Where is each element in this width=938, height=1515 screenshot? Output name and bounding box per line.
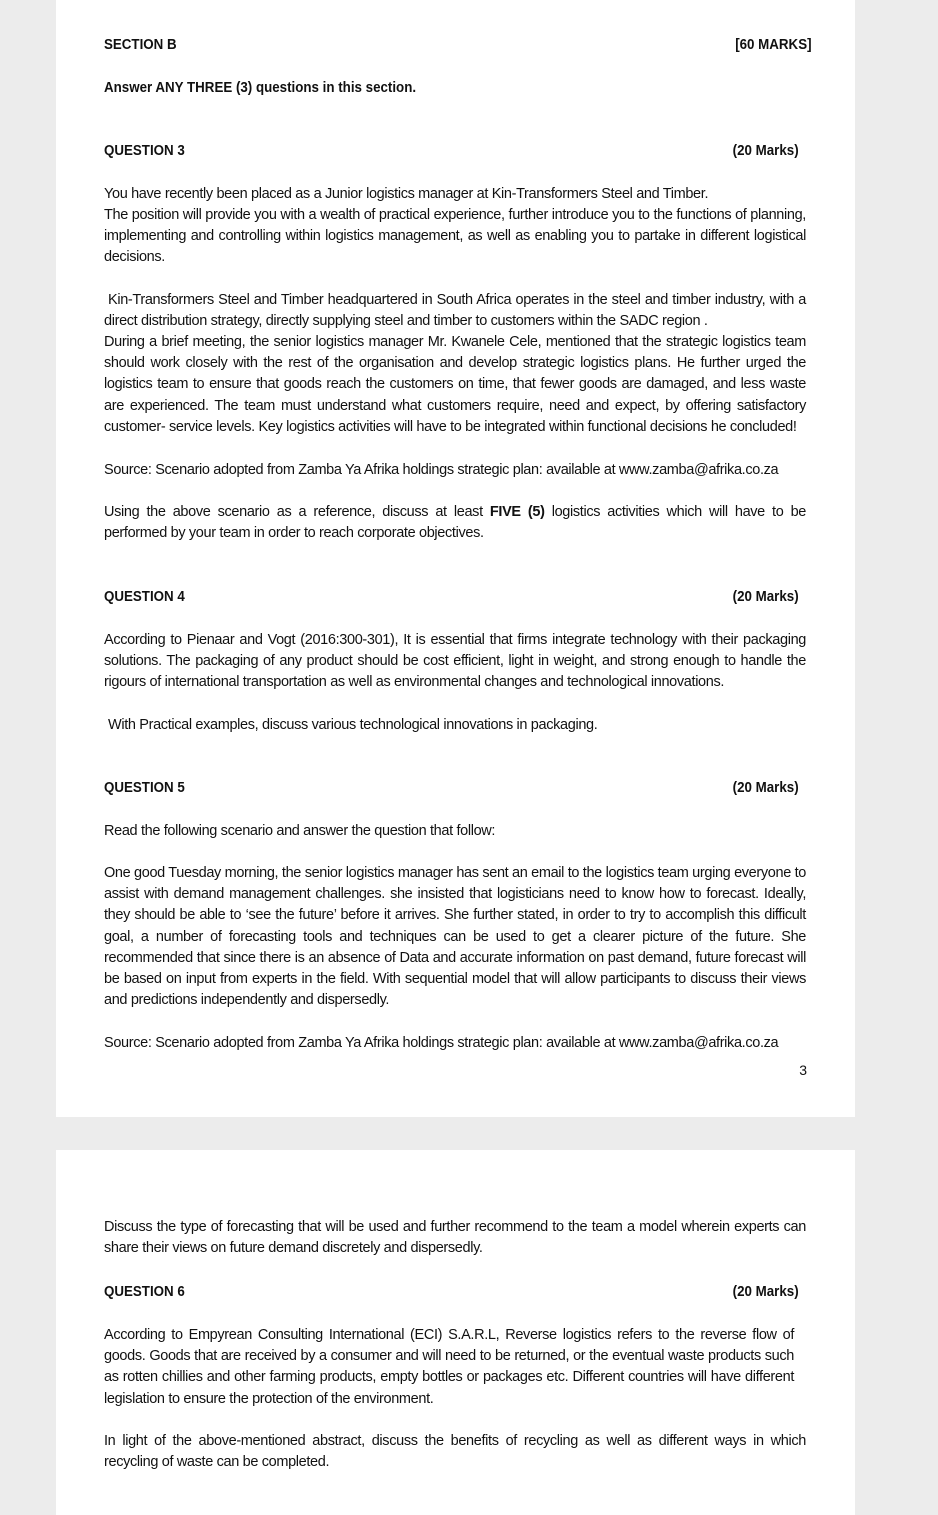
- question-5-intro: Read the following scenario and answer the question that follow:: [104, 823, 496, 839]
- section-header: [104, 35, 812, 55]
- question-5-task: Discuss the type of forecasting that will be used and further recommend to the team a model wherein experts can share their views on future demand discretely and dispersedly.: [104, 1219, 806, 1257]
- section-marks: [60 MARKS]: [735, 37, 812, 53]
- section-title: SECTION B: [104, 37, 177, 53]
- page-number: 3: [799, 1062, 807, 1078]
- question-4-task: With Practical examples, discuss various technological innovations in packaging.: [108, 717, 598, 733]
- question-3-task: [104, 502, 806, 544]
- question-3-source: Source: Scenario adopted from Zamba Ya Afrika holdings strategic plan: available at www.zamba@afrika.co.za: [104, 462, 779, 478]
- question-3-marks: (20 Marks): [732, 143, 799, 159]
- question-3-task-pre: Using the above scenario as a reference, discuss at least: [104, 504, 490, 520]
- question-5-source: Source: Scenario adopted from Zamba Ya Afrika holdings strategic plan: available at www.zamba@afrika.co.za: [104, 1035, 779, 1051]
- question-5-marks: (20 Marks): [732, 780, 799, 796]
- question-3-paragraph-4: During a brief meeting, the senior logistics manager Mr. Kwanele Cele, mentioned that the strategic logistics team should work closely with the rest of the organisation and develop strategic logistics plans. He further urged the logistics team to ensure that goods reach the customers on time, that fewer goods are damaged, and less waste are experienced. The team must understand what customers require, need and expect, by offering satisfactory customer- service levels. Key logistics activities will have to be integrated within functional decisions he concluded!: [104, 334, 806, 435]
- question-6-title: QUESTION 6: [104, 1284, 185, 1300]
- question-5-header: [104, 778, 806, 798]
- question-3-task-post: logistics activities which will have to be performed by your team in order to reach corporate objectives.: [104, 504, 806, 542]
- question-4-header: [104, 587, 806, 607]
- question-3-title: QUESTION 3: [104, 143, 185, 159]
- question-4-marks: (20 Marks): [732, 589, 799, 605]
- question-6-marks: (20 Marks): [732, 1284, 799, 1300]
- document-page-1: [56, 0, 855, 1117]
- question-6-header: [104, 1282, 806, 1302]
- document-page-2: [56, 1150, 855, 1515]
- instruction: [104, 78, 806, 98]
- instruction-text: Answer ANY THREE (3) questions in this section.: [104, 80, 417, 96]
- question-3-header: [104, 141, 806, 161]
- question-4-title: QUESTION 4: [104, 589, 185, 605]
- question-5-title: QUESTION 5: [104, 780, 185, 796]
- question-6-task: In light of the above-mentioned abstract, discuss the benefits of recycling as well as different ways in which recycling of waste can be completed.: [104, 1433, 806, 1471]
- question-3-paragraph-3: Kin-Transformers Steel and Timber headquartered in South Africa operates in the steel and timber industry, with a direct distribution strategy, directly supplying steel and timber to customers within the SADC region .: [104, 292, 806, 330]
- question-3-task-bold: FIVE (5): [489, 504, 545, 520]
- question-3-paragraph-2: The position will provide you with a wealth of practical experience, further introduce you to the functions of planning, implementing and controlling within logistics management, as well as enabling you to partake in different logistical decisions.: [104, 207, 806, 266]
- question-3-paragraph-1: You have recently been placed as a Junior logistics manager at Kin-Transformers Steel and Timber.: [104, 186, 709, 202]
- question-6-paragraph-1: According to Empyrean Consulting International (ECI) S.A.R.L, Reverse logistics refers to the reverse flow of goods. Goods that are received by a consumer and will need to be returned, or the eventual waste products such as rotten chillies and other farming products, empty bottles or packages etc. Different countries will have different legislation to ensure the protection of the environment.: [104, 1327, 794, 1407]
- question-4-paragraph-1: According to Pienaar and Vogt (2016:300-301), It is essential that firms integrate technology with their packaging solutions. The packaging of any product should be cost efficient, light in weight, and strong enough to handle the rigours of international transportation as well as environmental changes and technological innovations.: [104, 632, 806, 691]
- question-5-paragraph-1: One good Tuesday morning, the senior logistics manager has sent an email to the logistics team urging everyone to assist with demand management challenges. she insisted that logisticians need to know how to forecast. Ideally, they should be able to ‘see the future’ before it arrives. She further stated, in order to try to accomplish this difficult goal, a number of forecasting tools and techniques can be used to get a clearer picture of the future. She recommended that since there is an absence of Data and accurate information on past demand, future forecast will be based on input from experts in the field. With sequential model that will allow participants to discuss their views and predictions independently and dispersedly.: [104, 865, 806, 1009]
